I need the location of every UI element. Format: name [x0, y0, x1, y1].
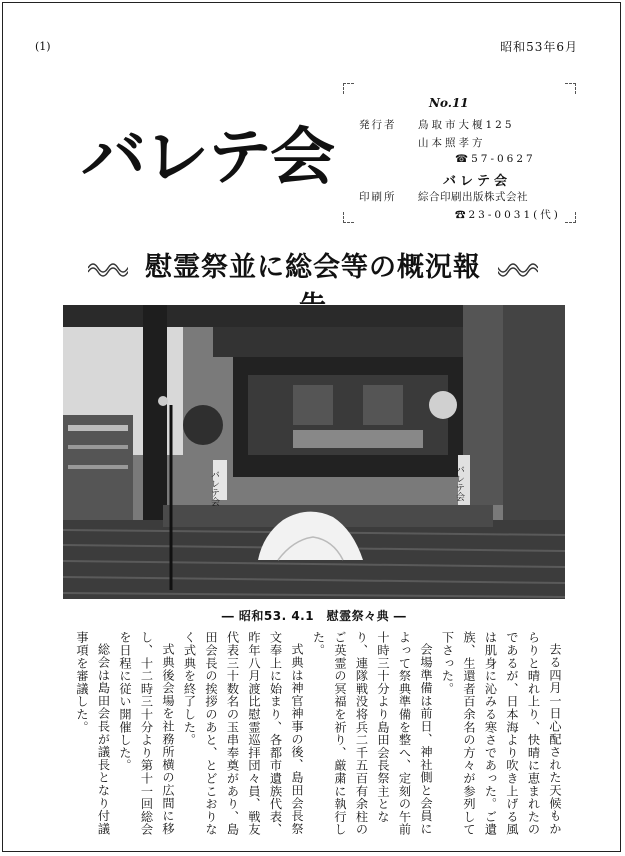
article-paragraph: 総会は島田会長が議長となり付議事項を審議した。: [75, 631, 111, 836]
article-paragraph: 会場準備は前日、神社側と会員によって祭典準備を整へ、定刻の午前十時三十分より島田会長祭主となり、連隊戦没将兵二千五百有余柱のご英霊の冥福を祈り、厳粛に執行した。: [311, 631, 433, 836]
publisher-info-box: [343, 83, 576, 223]
photo-sign-right: バレテ会: [454, 465, 464, 501]
publisher-label: 発行者: [359, 119, 397, 131]
publisher-name: 山本照孝方: [418, 137, 486, 149]
masthead-title: バレテ会: [81, 120, 334, 193]
ceremony-photo: [63, 305, 565, 599]
organization-name: バレテ会: [443, 174, 512, 189]
newsletter-page: [2, 2, 621, 852]
publisher-tel: ☎57-0627: [455, 153, 536, 165]
publisher-address: 鳥取市大榎125: [418, 119, 515, 131]
issue-date: 昭和53年6月: [500, 40, 578, 54]
article-paragraph: 式典後会場を社務所横の広間に移し、十二時三十分より第十一回総会を日程に従い開催した。: [118, 631, 175, 836]
printer-name: 綜合印刷出版株式会社: [418, 191, 528, 203]
article-headline: 慰霊祭並に総会等の概況報: [128, 245, 498, 323]
page-number: (1): [35, 40, 51, 53]
photo-caption: ― 昭和53. 4.1 慰霊祭々典 ―: [221, 609, 407, 623]
article-paragraph: 去る四月一日心配された天候もからりと晴れ上り、快晴に恵まれたのであるが、日本海より吹き上げる風は肌身に沁みる寒さであった。ご遺族、生還者百余名の方々が参列して下さった。: [440, 631, 562, 836]
issue-number: No.11: [429, 96, 469, 110]
article-paragraph: 式典は神官神事の後、島田会長祭文奉上に始まり、各都市遺族代表、昨年八月渡比慰霊巡拝団々員、戦友代表三十数名の玉串奉奠があり、島田会長の挨拶のあと、とどこおりなく式典を終了した。: [182, 631, 304, 836]
printer-tel: ☎23-0031(代): [455, 209, 561, 221]
printer-label: 印刷所: [359, 191, 397, 203]
headline-banner: [88, 241, 538, 293]
photo-sign-left: バレテ会: [209, 470, 219, 506]
article-body: [65, 631, 565, 836]
